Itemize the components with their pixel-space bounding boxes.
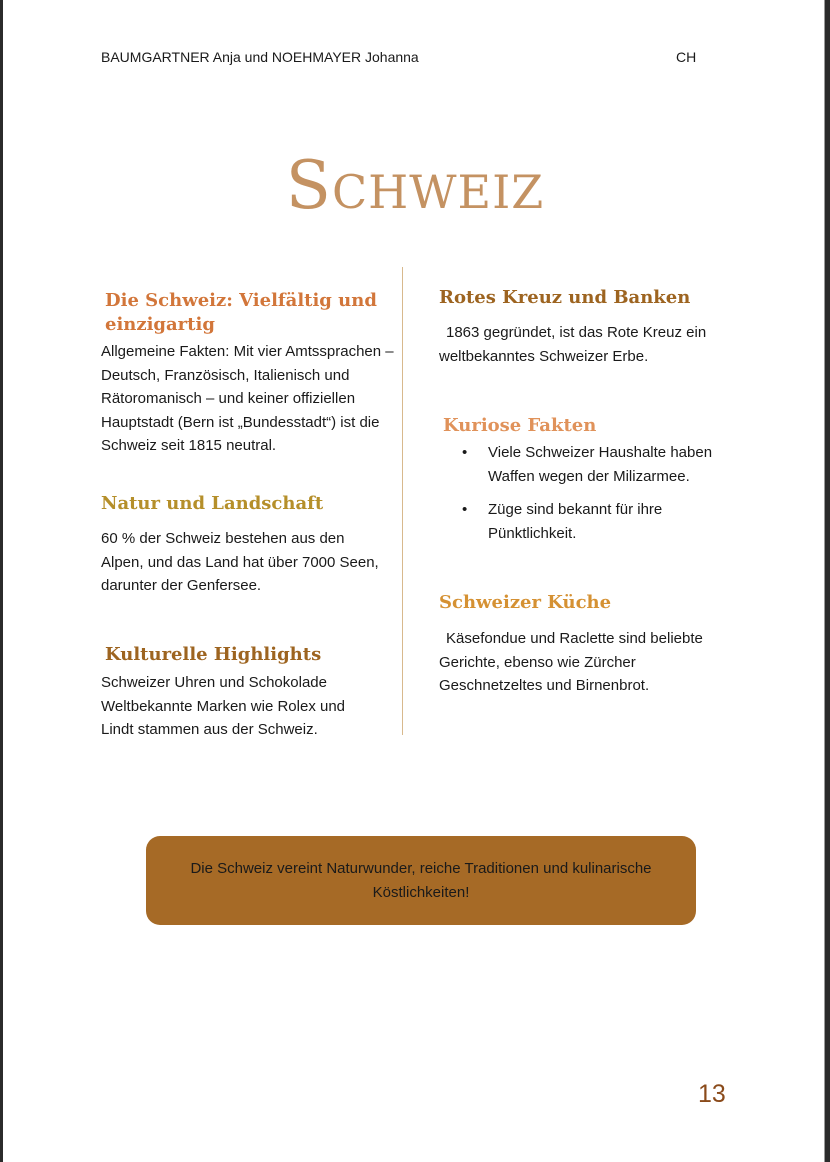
- text-allgemeine-fakten: Allgemeine Fakten: Mit vier Amtssprachen – Deutsch, Französisch, Italienisch und Rätoromanisch – und keiner offiziellen Hauptstadt (Bern ist „Bundesstadt“) ist die Schweiz seit 1815 neutral.: [101, 343, 394, 454]
- heading-vielfaeltig: Die Schweiz: Vielfältig und einzigartig: [105, 290, 377, 335]
- column-divider: [402, 267, 403, 735]
- summary-banner: [146, 836, 696, 925]
- page-title: Schweiz: [285, 147, 545, 224]
- heading-kuriose-fakten: Kuriose Fakten: [443, 415, 597, 436]
- text-natur-landschaft: 60 % der Schweiz bestehen aus den Alpen, und das Land hat über 7000 Seen, darunter der Genfersee.: [101, 530, 379, 594]
- text-schweizer-kueche: Käsefondue und Raclette sind beliebte Gerichte, ebenso wie Zürcher Geschnetzeltes und Birnenbrot.: [439, 630, 703, 694]
- heading-kulturelle-highlights: Kulturelle Highlights: [105, 644, 322, 665]
- header-authors: BAUMGARTNER Anja und NOEHMAYER Johanna: [101, 49, 419, 65]
- bullet-icon: •: [462, 444, 468, 461]
- list-item: • Züge sind bekannt für ihre Pünktlichkeit.: [462, 498, 742, 545]
- text-kulturelle-highlights: Schweizer Uhren und Schokolade Weltbekannte Marken wie Rolex und Lindt stammen aus der Schweiz.: [101, 674, 346, 738]
- banner-text: Die Schweiz vereint Naturwunder, reiche Traditionen und kulinarische Köstlichkeiten!: [190, 859, 652, 901]
- heading-natur-landschaft: Natur und Landschaft: [101, 493, 324, 514]
- header-country-code: CH: [676, 49, 697, 65]
- heading-rotes-kreuz: Rotes Kreuz und Banken: [439, 287, 691, 308]
- bullet-icon: •: [462, 501, 468, 518]
- list-item: • Viele Schweizer Haushalte haben Waffen wegen der Milizarmee.: [462, 441, 742, 488]
- heading-schweizer-kueche: Schweizer Küche: [439, 592, 612, 613]
- text-rotes-kreuz: 1863 gegründet, ist das Rote Kreuz ein weltbekanntes Schweizer Erbe.: [439, 324, 707, 365]
- page-number: 13: [698, 1080, 726, 1108]
- kuriose-fakten-list: [462, 441, 742, 555]
